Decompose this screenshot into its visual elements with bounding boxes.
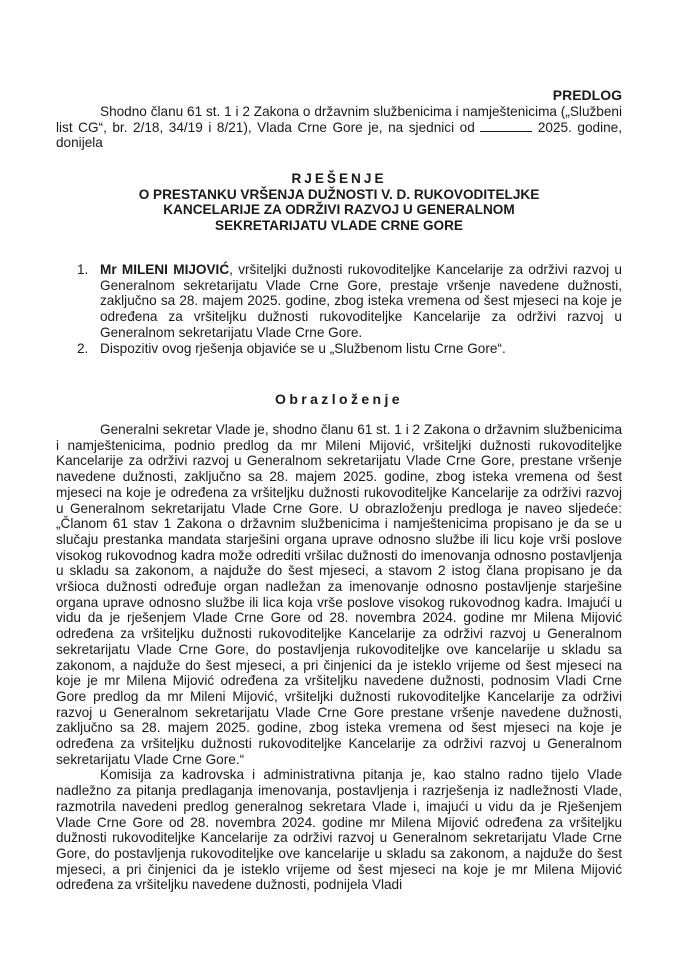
- item-text: , vršiteljki dužnosti rukovoditeljke Kancelarije za održivi razvoj u Generalnom sekretarijatu Vlade Crne Gore, prestaje vršenje navedene dužnosti, zaključno sa 28. majem 2025. godine, zbog isteka vremena od šest mjeseci na koje je određena za vršiteljku dužnosti rukovoditeljke Kancelarije za održivi razvoj u Generalnom sekretarijatu Vlade Crne Gore.: [100, 262, 622, 340]
- explanation-heading: Obrazloženje: [275, 391, 403, 407]
- document-label: PREDLOG: [552, 87, 622, 103]
- title-line-3: SEKRETARIJATU VLADE CRNE GORE: [215, 217, 463, 233]
- explanation-paragraph: Komisija za kadrovska i administrativna pitanja je, kao stalno radno tijelo Vlade nadležno za pitanja predlaganja imenovanja, postavljenja i razrješenja iz nadležnosti Vlade, razmotrila navedeni predlog generalnog sekretara Vlade i, imajući u vidu da je Rješenjem Vlade Crne Gore od 28. novembra 2024. godine mr Milena Mijović određena za vršiteljku dužnosti rukovoditeljke Kancelarije za održivi razvoj u Generalnom sekretarijatu Vlade Crne Gore, do postavljenja rukovoditeljke ove kancelarije u skladu sa zakonom, a najduže do šest mjeseci, a pri činjenici da je isteklo vrijeme od šest mjeseci na koje je mr Milena Mijović određena za vršiteljku navedene dužnosti, podnijela Vladi: [56, 767, 622, 893]
- list-item: [56, 262, 622, 341]
- intro-paragraph: [56, 104, 622, 151]
- decision-items: [56, 262, 622, 356]
- intro-text: Shodno članu 61 st. 1 i 2 Zakona o državnim službenicima i namještenicima („Službeni list CG“, br. 2/18, 34/19 i 8/21), Vlada Crne Gore je, na sjednici od: [56, 104, 622, 135]
- item-text: Dispozitiv ovog rješenja objaviće se u „Službenom listu Crne Gore“.: [100, 340, 506, 356]
- explanation-paragraph: Generalni sekretar Vlade je, shodno članu 61 st. 1 i 2 Zakona o državnim službenicima i namještenicima, podnio predlog da mr Mileni Mijović, vršiteljki dužnosti rukovoditeljke Kancelarije za održivi razvoj u Generalnom sekretarijatu Vlade Crne Gore, prestane vršenje navedene dužnosti, zaključno sa 28. majem 2025. godine, zbog isteka vremena od šest mjeseci na koje je određena za vršiteljku dužnosti rukovoditeljke Kancelarije za održivi razvoj u Generalnom sekretarijatu Vlade Crne Gore. U obrazloženju predloga je naveo sljedeće: „Članom 61 stav 1 Zakona o državnim službenicima i namještenicima propisano je da se u slučaju prestanka mandata starješini organa uprave odnosno službe ili licu koje vrši poslove visokog rukovodnog kadra može odrediti vršilac dužnosti do imenovanja odnosno postavljenja u skladu sa zakonom, a najduže do šest mjeseci, a stavom 2 istog člana propisano je da vršioca dužnosti određuje organ nadležan za imenovanje odnosno postavljenje starješine organa uprave odnosno službe ili lica koja vrše poslove visokog rukovodnog kadra. Imajući u vidu da je rješenjem Vlade Crne Gore od 28. novembra 2024. godine mr Milena Mijović određena za vršiteljku dužnosti rukovoditeljke Kancelarije za održivi razvoj u Generalnom sekretarijatu Vlade Crne Gore, do postavljenja rukovoditeljke ove kancelarije u skladu sa zakonom, a najduže do šest mjeseci, a pri činjenici da je isteklo vrijeme od šest mjeseci na koje je mr Milena Mijović određena za vršiteljku navedene dužnosti, podnosim Vladi Crne Gore predlog da mr Mileni Mijović, vršiteljki dužnosti rukovoditeljke Kancelarije za održivi razvoj u Generalnom sekretarijatu Vlade Crne Gore prestane vršenje navedene dužnosti, zaključno sa 28. majem 2025. godine, zbog isteka vremena od šest mjeseci na koje je određena za vršiteljku dužnosti rukovoditeljke Kancelarije za održivi razvoj u Generalnom sekretarijatu Vlade Crne Gore.“: [56, 422, 622, 767]
- title-line-2: KANCELARIJE ZA ODRŽIVI RAZVOJ U GENERALNOM: [163, 202, 515, 218]
- list-item: [56, 341, 622, 357]
- date-blank: [480, 121, 532, 132]
- item-bold-name: Mr MILENI MIJOVIĆ: [100, 262, 230, 277]
- title-main: RJEŠENJE: [291, 171, 387, 186]
- title-line-1: O PRESTANKU VRŠENJA DUŽNOSTI V. D. RUKOVODITELJKE: [138, 186, 540, 202]
- item-number: 1.: [77, 262, 89, 277]
- decision-title: [56, 171, 622, 233]
- item-number: 2.: [77, 340, 89, 356]
- explanation-body: [56, 422, 622, 893]
- intro-end-text: 2025. godine, donijela: [56, 119, 623, 151]
